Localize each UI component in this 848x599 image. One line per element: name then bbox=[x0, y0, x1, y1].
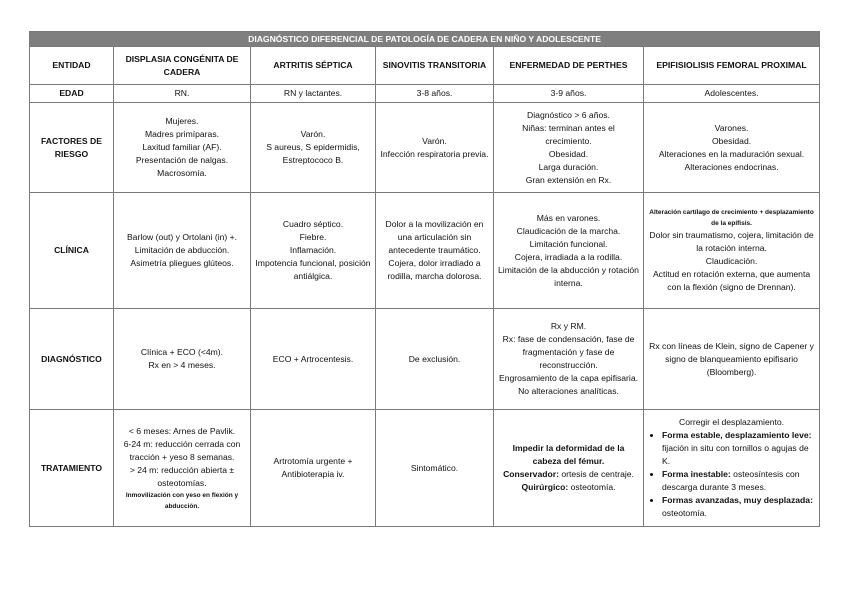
cell: Rx con líneas de Klein, signo de Capener y signo de blanqueamiento epifisario (Bloomberg). bbox=[644, 309, 820, 410]
cell-line: Mujeres. bbox=[165, 116, 199, 126]
cell-line: Más en varones. bbox=[536, 212, 601, 223]
differential-diagnosis-table bbox=[29, 31, 820, 527]
cell bbox=[251, 193, 376, 309]
cell-line: Rx y RM. bbox=[550, 321, 587, 331]
cell: Sintomático. bbox=[376, 410, 494, 527]
list-item bbox=[662, 429, 815, 468]
header-displasia: DISPLASIA CONGÉNITA DE CADERA bbox=[114, 47, 251, 85]
cell-line: Obesidad. bbox=[711, 135, 752, 146]
cell-line: Obesidad. bbox=[548, 148, 589, 159]
cell-line: Rx en > 4 meses. bbox=[148, 360, 216, 370]
table-title: DIAGNÓSTICO DIFERENCIAL DE PATOLOGÍA DE CADERA EN NIÑO Y ADOLESCENTE bbox=[30, 32, 820, 47]
list-item-text: fijación in situ con tornillos o agujas de K. bbox=[662, 443, 809, 466]
cell: RN y lactantes. bbox=[251, 85, 376, 103]
cell bbox=[494, 309, 644, 410]
cell-line: Niñas: terminan antes el crecimiento. bbox=[522, 122, 615, 146]
header-perthes: ENFERMEDAD DE PERTHES bbox=[494, 47, 644, 85]
list-item-label: Forma estable, desplazamiento leve: bbox=[662, 430, 812, 440]
quirurgico-text: osteotomía. bbox=[568, 482, 616, 492]
cell-line: Fiebre. bbox=[299, 232, 327, 242]
cell-line: Limitación funcional. bbox=[529, 238, 608, 249]
cell-line: Cuadro séptico. bbox=[282, 219, 344, 229]
header-entidad: ENTIDAD bbox=[30, 47, 114, 85]
cell: Adolescentes. bbox=[644, 85, 820, 103]
cell bbox=[494, 410, 644, 527]
row-label-edad: EDAD bbox=[30, 85, 114, 103]
cell-line: Clínica + ECO (<4m). bbox=[140, 347, 224, 357]
cell: 3-8 años. bbox=[376, 85, 494, 103]
cell bbox=[644, 103, 820, 193]
cell-line: Dolor sin traumatismo, cojera, limitación de la rotación interna. bbox=[649, 230, 814, 253]
cell-line: Claudicación de la marcha. bbox=[516, 225, 621, 236]
cell-line: Rx: fase de condensación, fase de fragmentación y fase de reconstrucción. bbox=[502, 334, 635, 370]
cell-line: > 24 m: reducción abierta ± osteotomías. bbox=[129, 464, 235, 488]
cell-line: Impotencia funcional, posición antiálgica. bbox=[255, 258, 371, 281]
cell bbox=[114, 103, 251, 193]
cell-line: Laxitud familiar (AF). bbox=[142, 142, 222, 152]
cell-line: No alteraciones analíticas. bbox=[518, 386, 619, 396]
treatment-list bbox=[648, 429, 815, 520]
table-row bbox=[30, 193, 820, 309]
cell bbox=[376, 103, 494, 193]
cell bbox=[114, 193, 251, 309]
cell-line: Cojera, irradiada a la rodilla. bbox=[514, 251, 623, 262]
cell-line: Asimetría pliegues glúteos. bbox=[130, 258, 234, 268]
header-sinovitis: SINOVITIS TRANSITORIA bbox=[376, 47, 494, 85]
list-item-text: osteotomía. bbox=[662, 508, 707, 518]
cell-line: Gran extensión en Rx. bbox=[525, 174, 612, 185]
cell-line: Barlow (out) y Ortolani (in) +. bbox=[126, 232, 238, 242]
cell-line bbox=[498, 468, 639, 481]
table-row bbox=[30, 309, 820, 410]
cell-line-bold: Impedir la deformidad de la cabeza del fémur. bbox=[512, 443, 625, 466]
cell: ECO + Artrocentesis. bbox=[251, 309, 376, 410]
header-artritis: ARTRITIS SÉPTICA bbox=[251, 47, 376, 85]
cell-line: Varones. bbox=[714, 122, 749, 133]
conservador-text: ortesis de centraje. bbox=[558, 469, 634, 479]
cell-line: Infección respiratoria previa. bbox=[380, 148, 489, 159]
quirurgico-label: Quirúrgico: bbox=[521, 482, 569, 492]
cell-line: Alteraciones endocrinas. bbox=[684, 161, 779, 172]
list-item bbox=[662, 468, 815, 494]
cell: Artrotomía urgente + Antibioterapia iv. bbox=[251, 410, 376, 527]
list-item-label: Forma inestable: bbox=[662, 469, 731, 479]
cell bbox=[114, 309, 251, 410]
table-row bbox=[30, 85, 820, 103]
cell-line: S aureus, S epidermidis, Estreptococo B. bbox=[266, 142, 360, 165]
table-row bbox=[30, 103, 820, 193]
cell bbox=[494, 103, 644, 193]
list-item bbox=[662, 494, 815, 520]
list-item-label: Formas avanzadas, muy desplazada: bbox=[662, 495, 813, 505]
cell-line: Corregir el desplazamiento. bbox=[678, 417, 785, 427]
cell-line-small: Inmovilización con yeso en flexión y abducción. bbox=[125, 491, 239, 510]
cell bbox=[494, 193, 644, 309]
row-label-clinica: CLÍNICA bbox=[30, 193, 114, 309]
cell bbox=[644, 193, 820, 309]
row-label-riesgo: FACTORES DE RIESGO bbox=[30, 103, 114, 193]
cell-line: 6-24 m: reducción cerrada con tracción + yeso 8 semanas. bbox=[123, 438, 241, 462]
cell-line: Limitación de abducción. bbox=[134, 245, 230, 255]
cell: 3-9 años. bbox=[494, 85, 644, 103]
cell-line: Actitud en rotación externa, que aumenta con la flexión (signo de Drennan). bbox=[652, 269, 811, 292]
cell-line bbox=[498, 481, 639, 494]
cell-line: Cojera, dolor irradiado a rodilla, marcha dolorosa. bbox=[387, 258, 482, 281]
list-item-text: osteosíntesis con descarga durante 3 meses. bbox=[662, 469, 800, 492]
cell-line: Claudicación. bbox=[705, 256, 758, 266]
cell-line: Dolor a la movilización en una articulación sin antecedente traumático. bbox=[385, 219, 484, 255]
cell-line: Alteraciones en la maduración sexual. bbox=[658, 148, 805, 159]
cell-line: Presentación de nalgas. bbox=[135, 155, 229, 165]
cell-line: Limitación de la abducción y rotación interna. bbox=[498, 264, 639, 288]
cell-line: Inflamación. bbox=[289, 245, 337, 255]
cell-line: Engrosamiento de la capa epifisaria. bbox=[498, 373, 638, 383]
table-row bbox=[30, 410, 820, 527]
row-label-diagnostico: DIAGNÓSTICO bbox=[30, 309, 114, 410]
cell-line-small: Alteración cartílago de crecimiento + desplazamiento de la epífisis. bbox=[649, 209, 814, 227]
cell-line: Macrosomía. bbox=[157, 168, 207, 178]
cell bbox=[251, 103, 376, 193]
row-label-tratamiento: TRATAMIENTO bbox=[30, 410, 114, 527]
cell-line: Madres primíparas. bbox=[144, 129, 220, 139]
cell-line: Diagnóstico > 6 años. bbox=[527, 109, 610, 120]
cell: RN. bbox=[114, 85, 251, 103]
cell bbox=[644, 410, 820, 527]
cell: De exclusión. bbox=[376, 309, 494, 410]
cell-line: Varón. bbox=[422, 135, 447, 146]
cell-line: < 6 meses: Arnes de Pavlik. bbox=[128, 425, 236, 436]
header-epifisiolisis: EPIFISIOLISIS FEMORAL PROXIMAL bbox=[644, 47, 820, 85]
cell-line: Varón. bbox=[300, 129, 326, 139]
conservador-label: Conservador: bbox=[503, 469, 559, 479]
cell-line: Larga duración. bbox=[538, 161, 599, 172]
cell bbox=[376, 193, 494, 309]
cell bbox=[114, 410, 251, 527]
